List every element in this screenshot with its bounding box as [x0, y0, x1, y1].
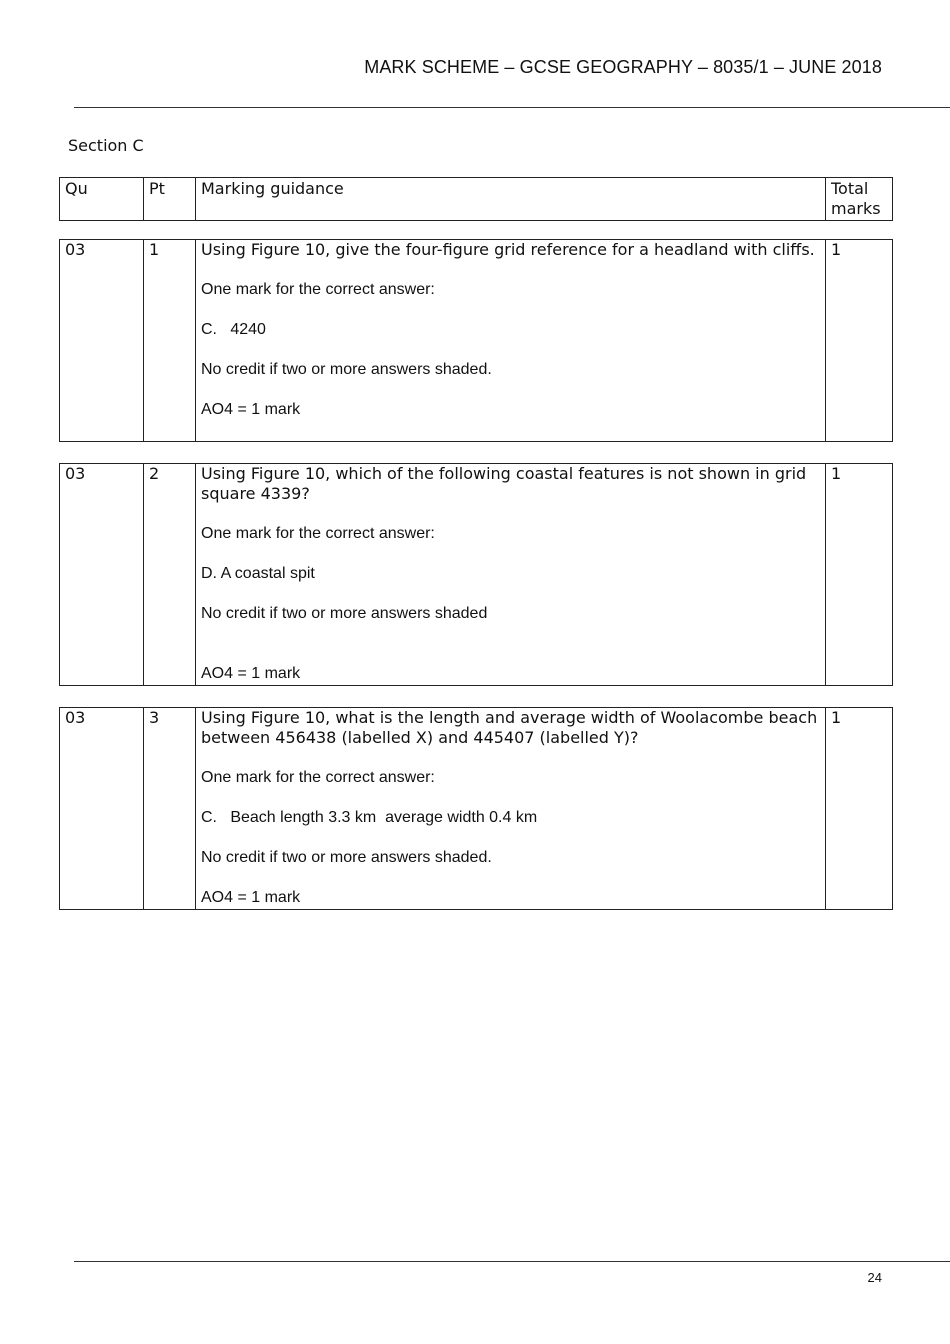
qu-cell: 03 — [60, 708, 144, 910]
credit-note: No credit if two or more answers shaded. — [201, 849, 492, 866]
question-text: Using Figure 10, what is the length and average width of Woolacombe beach between 456438 (labelled X) and 445407 (labelled Y)? — [201, 708, 818, 747]
marks-value: 1 — [831, 464, 842, 483]
column-header-row — [60, 178, 893, 221]
header-pt: Pt — [144, 178, 196, 221]
answer-text: C. Beach length 3.3 km average width 0.4 km — [201, 809, 538, 826]
header-divider — [74, 107, 950, 108]
qu-cell: 03 — [60, 464, 144, 686]
pt-cell: 3 — [144, 708, 196, 910]
question-text: Using Figure 10, give the four-figure grid reference for a headland with cliffs. — [201, 240, 815, 259]
header-qu: Qu — [60, 178, 144, 221]
instruction-text: One mark for the correct answer: — [201, 281, 435, 298]
answer-text: D. A coastal spit — [201, 565, 315, 582]
assessment-objective: AO4 = 1 mark — [201, 401, 301, 418]
section-title: Section C — [68, 136, 144, 155]
assessment-objective: AO4 = 1 mark — [201, 665, 301, 682]
question-table-03-1 — [59, 239, 893, 442]
table-row — [60, 240, 893, 442]
marks-cell — [826, 240, 893, 442]
footer-divider — [74, 1261, 950, 1262]
guidance-cell — [196, 708, 826, 910]
marks-value: 1 — [831, 708, 842, 727]
marks-cell — [826, 464, 893, 686]
marks-cell — [826, 708, 893, 910]
credit-note: No credit if two or more answers shaded — [201, 605, 488, 622]
running-header: MARK SCHEME – GCSE GEOGRAPHY – 8035/1 – JUNE 2018 — [364, 57, 882, 77]
question-text: Using Figure 10, which of the following coastal features is not shown in grid square 4339? — [201, 464, 807, 503]
instruction-text: One mark for the correct answer: — [201, 769, 435, 786]
page-number: 24 — [867, 1270, 882, 1285]
credit-note: No credit if two or more answers shaded. — [201, 361, 492, 378]
guidance-cell — [196, 240, 826, 442]
question-table-03-3 — [59, 707, 893, 910]
table-row — [60, 708, 893, 910]
pt-cell: 1 — [144, 240, 196, 442]
instruction-text: One mark for the correct answer: — [201, 525, 435, 542]
pt-cell: 2 — [144, 464, 196, 686]
column-header-table — [59, 177, 893, 221]
header-total-marks: Total marks — [826, 178, 893, 221]
assessment-objective: AO4 = 1 mark — [201, 889, 301, 906]
qu-cell: 03 — [60, 240, 144, 442]
header-marking-guidance: Marking guidance — [196, 178, 826, 221]
table-row — [60, 464, 893, 686]
answer-text: C. 4240 — [201, 321, 266, 338]
guidance-cell — [196, 464, 826, 686]
question-table-03-2 — [59, 463, 893, 686]
marks-value: 1 — [831, 240, 842, 259]
